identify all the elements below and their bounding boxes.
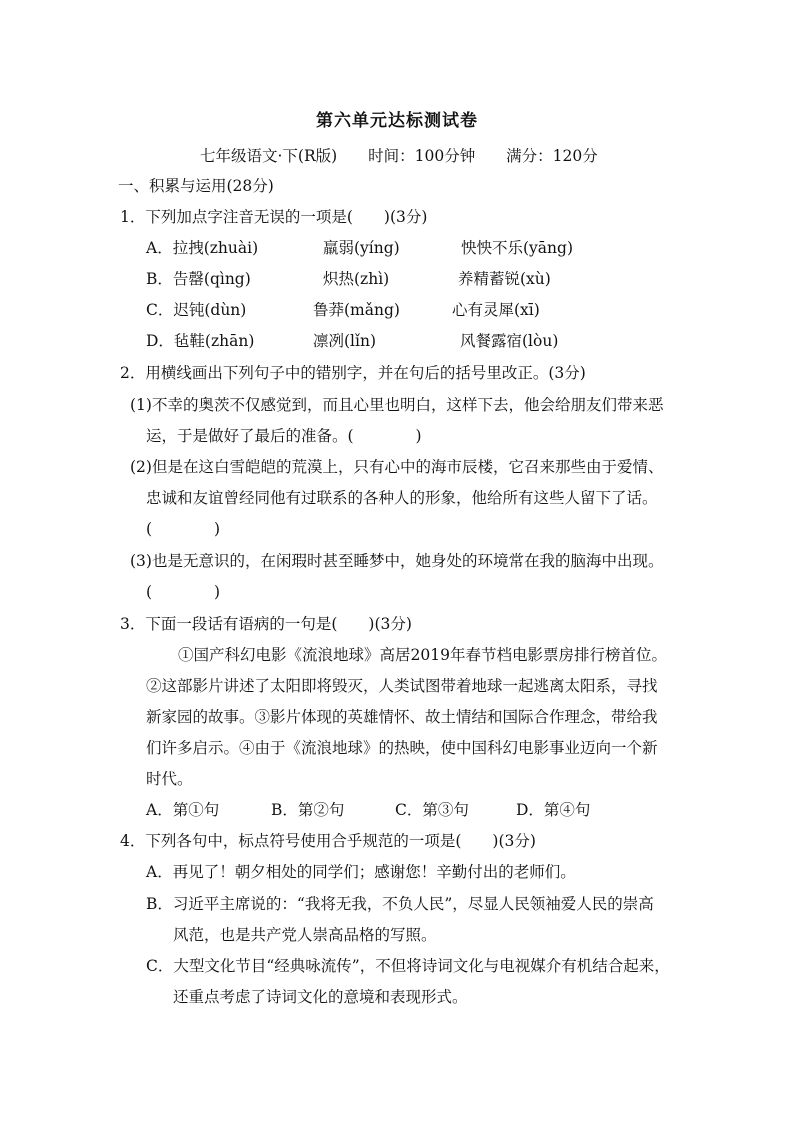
q3-option-a: A．第①句 [146, 801, 220, 819]
q4-option-c-cont: 还重点考虑了诗词文化的意境和表现形式。 [173, 988, 468, 1006]
q3-stem: 3．下面一段话有语病的一句是( )(3分) [120, 615, 412, 633]
q1-option-c-3: 心有灵犀(xī) [452, 301, 540, 319]
q1-option-b-2: 炽热(zhì) [323, 270, 390, 288]
q2-answer-blank-2[interactable]: ( ) [146, 520, 221, 538]
q1-option-a-1: A．拉拽(zhuài) [146, 239, 259, 257]
q3-line-5: 时代。 [146, 770, 193, 788]
q3-option-d: D．第④句 [516, 801, 591, 819]
q2-line-3: (2)但是在这白雪皑皑的荒漠上，只有心中的海市辰楼，它召来那些由于爱情、 [130, 458, 664, 476]
q3-line-2: ②这部影片讲述了太阳即将毁灭，人类试图带着地球一起逃离太阳系，寻找 [146, 677, 658, 695]
q1-option-b-3: 养精蓄锐(xù) [458, 270, 551, 288]
q1-option-c-1: C．迟钝(dùn) [146, 301, 247, 319]
q2-line-2: 运，于是做好了最后的准备。( ) [146, 427, 422, 445]
q4-option-b: B．习近平主席说的：“我将无我，不负人民”，尽显人民领袖爱人民的崇高 [146, 895, 654, 913]
q1-option-d-3: 风餐露宿(lòu) [460, 332, 559, 350]
time-label: 时间：100分钟 [368, 147, 476, 165]
q4-option-c: C．大型文化节目“经典咏流传”，不但将诗词文化与电视媒介有机结合起来， [146, 957, 670, 975]
q1-option-c-2: 鲁莽(mǎng) [313, 301, 400, 319]
q2-line-1: (1)不幸的奥茨不仅感觉到，而且心里也明白，这样下去，他会给朋友们带来恶 [130, 396, 664, 414]
q3-option-b: B．第②句 [271, 801, 345, 819]
q2-stem: 2．用横线画出下列句子中的错别字，并在句后的括号里改正。(3分) [120, 364, 586, 382]
q2-line-6: (3)也是无意识的，在闲瑕时甚至睡梦中，她身处的环境常在我的脑海中出现。 [130, 552, 664, 570]
exam-meta [200, 144, 624, 166]
q4-option-a: A．再见了！朝夕相处的同学们；感谢您！辛勤付出的老师们。 [146, 863, 576, 881]
section-heading: 一、积累与运用(28分) [118, 177, 274, 195]
q1-option-a-3: 怏怏不乐(yāng) [461, 239, 573, 257]
q4-stem: 4．下列各句中，标点符号使用合乎规范的一项是( )(3分) [120, 832, 536, 850]
q2-line-4: 忠诚和友谊曾经同他有过联系的各种人的形象，他给所有这些人留下了话。 [146, 489, 658, 507]
q1-stem: 1．下列加点字注音无误的一项是( )(3分) [120, 208, 428, 226]
exam-title: 第六单元达标测试卷 [316, 111, 478, 131]
q2-answer-blank-3[interactable]: ( ) [146, 583, 221, 601]
q1-option-b-1: B．告罄(qìng) [146, 270, 251, 288]
q3-line-1: ①国产科幻电影《流浪地球》高居2019年春节档电影票房排行榜首位。 [178, 646, 667, 664]
q4-option-b-cont: 风范，也是共产党人崇高品格的写照。 [173, 926, 437, 944]
q1-option-a-2: 羸弱(yíng) [323, 239, 400, 257]
q1-option-d-1: D．毡鞋(zhān) [146, 332, 255, 350]
subject-label: 七年级语文·下(R版) [200, 147, 338, 165]
q3-option-c: C．第③句 [395, 801, 469, 819]
q3-line-4: 们许多启示。④由于《流浪地球》的热映，使中国科幻电影事业迈向一个新 [146, 739, 658, 757]
score-label: 满分：120分 [506, 147, 598, 165]
q3-line-3: 新家园的故事。③影片体现的英雄情怀、故土情结和国际合作理念，带给我 [146, 708, 658, 726]
q1-option-d-2: 凛冽(lǐn) [313, 332, 376, 350]
